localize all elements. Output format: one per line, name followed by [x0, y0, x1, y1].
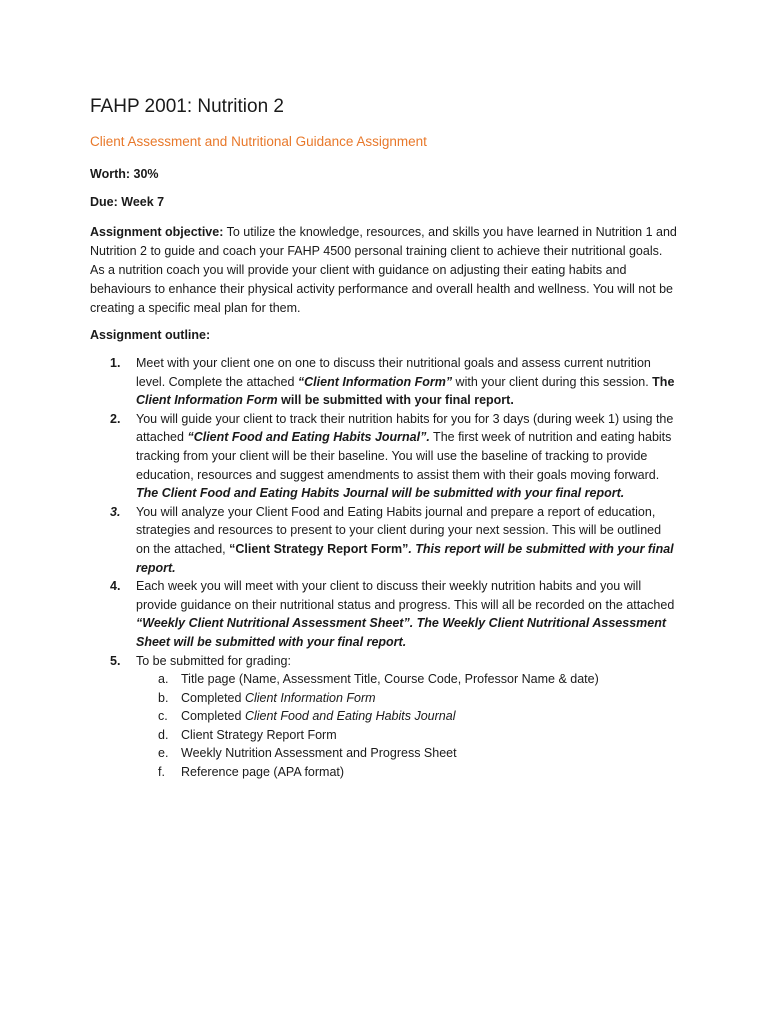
item-form-name: “Client Food and Eating Habits Journal”. [187, 430, 430, 445]
item-text: Meet with your client one on one to discuss their nutritional goals and assess current nutrition level. Complete the attached [136, 356, 651, 389]
worth-line: Worth: 30% [90, 167, 159, 181]
submission-list [136, 670, 678, 782]
list-number: 4. [110, 579, 121, 594]
assignment-subtitle: Client Assessment and Nutritional Guidance Assignment [90, 134, 427, 149]
list-item [90, 652, 678, 782]
sub-letter: d. [158, 727, 169, 742]
item-text: The first week of nutrition and eating habits tracking from your client will be their baseline. You will use the baseline of tracking to provide education, resources and suggest amendments to assist them with their goals moving forward. [136, 430, 672, 482]
sub-letter: f. [158, 765, 165, 780]
item-text: You will analyze your Client Food and Eating Habits journal and prepare a report of education, strategies and resources to present to your client during your next session. This will be outlined on the attached, [136, 504, 662, 556]
item-emphasis: The Client Food and Eating Habits Journal will be submitted with your final report. [136, 486, 625, 501]
item-emphasis: . This report will be submitted with your final report. [136, 541, 674, 575]
sub-italic: Client Food and Eating Habits Journal [244, 709, 456, 724]
sub-text: Title page (Name, Assessment Title, Course Code, Professor Name & date) [181, 672, 599, 687]
item-text: You will guide your client to track their nutrition habits for you for 3 days (during week 1) using the attached [136, 411, 674, 445]
item-form-name: Client Information Form [136, 393, 278, 408]
sub-text: Weekly Nutrition Assessment and Progress Sheet [181, 746, 457, 761]
list-number: 2. [110, 411, 121, 426]
list-number: 1. [110, 356, 121, 370]
sub-letter: e. [158, 746, 169, 761]
list-item [90, 410, 678, 503]
sub-list-item [136, 707, 678, 726]
item-text: Each week you will meet with your client to discuss their weekly nutrition habits and you will provide guidance on their nutritional status and progress. This will all be recorded on the attached [136, 579, 675, 612]
list-item [90, 354, 678, 410]
objective-text: To utilize the knowledge, resources, and skills you have learned in Nutrition 1 and Nutrition 2 to guide and coach your FAHP 4500 personal training client to achieve their nutritional goals. As a nutrition coach you will provide your client with guidance on adjusting their eating habits and behaviours to enhance their physical activity performance and overall health and wellness. You will not be creating a specific meal plan for them. [90, 225, 677, 315]
list-item [90, 503, 678, 577]
list-item [90, 577, 678, 651]
sub-text: Completed [181, 709, 245, 724]
objective-paragraph [90, 223, 678, 318]
outline-heading: Assignment outline: [90, 328, 211, 342]
sub-letter: a. [158, 672, 169, 687]
sub-text: Reference page (APA format) [181, 765, 345, 780]
page-title: FAHP 2001: Nutrition 2 [90, 96, 284, 117]
due-line: Due: Week 7 [90, 195, 165, 209]
item-form-name: “Client Strategy Report Form” [229, 541, 409, 556]
item-emphasis: will be submitted with your final report. [277, 393, 514, 408]
outline-list [90, 354, 678, 782]
sub-list-item [136, 689, 678, 708]
item-text: with your client during this session. [452, 374, 653, 389]
list-number: 5. [110, 653, 121, 668]
sub-list-item [136, 744, 678, 763]
item-emphasis: The [652, 374, 675, 389]
sub-text: Completed [181, 690, 245, 705]
sub-list-item [136, 726, 678, 745]
sub-text: Client Strategy Report Form [181, 727, 337, 742]
objective-label: Assignment objective: [90, 225, 224, 239]
sub-italic: Client Information Form [244, 690, 376, 705]
sub-letter: b. [158, 690, 169, 705]
list-number: 3. [110, 504, 121, 519]
sub-list-item [136, 670, 678, 689]
sub-letter: c. [158, 709, 168, 724]
item-emphasis: “Weekly Client Nutritional Assessment Sheet”. The Weekly Client Nutritional Assessment Sheet will be submitted with your final report. [136, 616, 667, 649]
sub-list-item [136, 763, 678, 782]
item-form-name: “Client Information Form” [297, 374, 453, 389]
item-text: To be submitted for grading: [136, 653, 291, 668]
